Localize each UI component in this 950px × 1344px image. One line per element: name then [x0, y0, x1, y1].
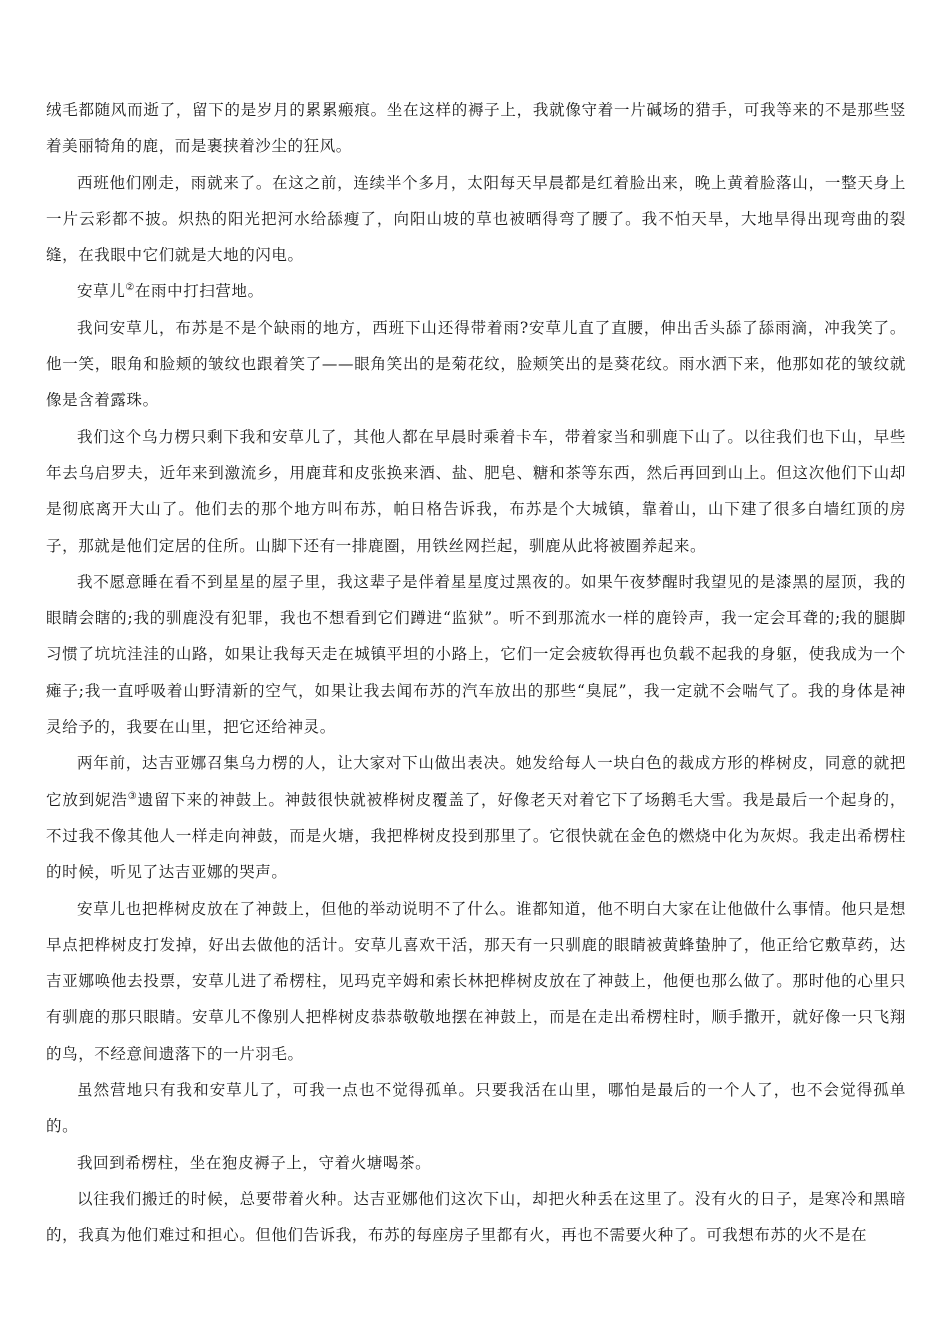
paragraph-2: 西班他们刚走，雨就来了。在这之前，连续半个多月，太阳每天早晨都是红着脸出来，晚上黄着脸落山，一整天身上一片云彩都不披。炽热的阳光把河水给舔瘦了，向阳山坡的草也被晒得弯了腰了。我不怕天旱，大地旱得出现弯曲的裂缝，在我眼中它们就是大地的闪电。: [46, 173, 906, 265]
paragraph-5: 我们这个乌力楞只剩下我和安草儿了，其他人都在早晨时乘着卡车，带着家当和驯鹿下山了。以往我们也下山，早些年去乌启罗夫，近年来到激流乡，用鹿茸和皮张换来酒、盐、肥皂、糖和茶等东西，然后再回到山上。但这次他们下山却是彻底离开大山了。他们去的那个地方叫布苏，帕日格告诉我，布苏是个大城镇，靠着山，山下建了很多白墙红顶的房子，那就是他们定居的住所。山脚下还有一排鹿圈，用铁丝网拦起，驯鹿从此将被圈养起来。: [46, 427, 906, 555]
paragraph-7-text-a: 两年前，达吉亚娜召集乌力楞的人，让大家对下山做出表决。她发给每人一块白色的裁成方形的桦树皮，同意的就把它放到妮浩: [46, 754, 906, 809]
paragraph-7-text-b: 遗留下来的神鼓上。神鼓很快就被桦树皮覆盖了，好像老天对着它下了场鹅毛大雪。我是最后一个起身的，不过我不像其他人一样走向神鼓，而是火塘，我把桦树皮投到那里了。它很快就在金色的燃烧中化为灰烬。我走出希楞柱的时候，听见了达吉亚娜的哭声。: [46, 790, 906, 882]
paragraph-6: 我不愿意睡在看不到星星的屋子里，我这辈子是伴着星星度过黑夜的。如果午夜梦醒时我望见的是漆黑的屋顶，我的眼睛会瞎的;我的驯鹿没有犯罪，我也不想看到它们蹲进“监狱”。听不到那流水一样的鹿铃声，我一定会耳聋的;我的腿脚习惯了坑坑洼洼的山路，如果让我每天走在城镇平坦的小路上，它们一定会疲软得再也负载不起我的身躯，使我成为一个瘫子;我一直呼吸着山野清新的空气，如果让我去闻布苏的汽车放出的那些“臭屁”，我一定就不会喘气了。我的身体是神灵给予的，我要在山里，把它还给神灵。: [46, 572, 906, 737]
paragraph-4: 我问安草儿，布苏是不是个缺雨的地方，西班下山还得带着雨?安草儿直了直腰，伸出舌头舔了舔雨滴，冲我笑了。他一笑，眼角和脸颊的皱纹也跟着笑了——眼角笑出的是菊花纹，脸颊笑出的是葵花纹。雨水洒下来，他那如花的皱纹就像是含着露珠。: [46, 318, 906, 410]
paragraph-7: [46, 745, 906, 890]
paragraph-3: [46, 273, 906, 309]
footnote-mark-3: ③: [127, 790, 138, 802]
paragraph-9: 虽然营地只有我和安草儿了，可我一点也不觉得孤单。只要我活在山里，哪怕是最后的一个人了，也不会觉得孤单的。: [46, 1081, 906, 1136]
document-page: [46, 92, 906, 1254]
paragraph-11: 以往我们搬迁的时候，总要带着火种。达吉亚娜他们这次下山，却把火种丢在这里了。没有火的日子，是寒冷和黑暗的，我真为他们难过和担心。但他们告诉我，布苏的每座房子里都有火，再也不需要火种了。可我想布苏的火不是在: [46, 1189, 906, 1245]
paragraph-3-text-b: 在雨中打扫营地。: [134, 282, 264, 301]
paragraph-8: 安草儿也把桦树皮放在了神鼓上，但他的举动说明不了什么。谁都知道，他不明白大家在让他做什么事情。他只是想早点把桦树皮打发掉，好出去做他的活计。安草儿喜欢干活，那天有一只驯鹿的眼睛被黄蜂蛰肿了，他正给它敷草药，达吉亚娜唤他去投票，安草儿进了希楞柱，见玛克辛姆和索长林把桦树皮放在了神鼓上，他便也那么做了。那时他的心里只有驯鹿的那只眼睛。安草儿不像别人把桦树皮恭恭敬敬地摆在神鼓上，而是在走出希楞柱时，顺手撒开，就好像一只飞翔的鸟，不经意间遗落下的一片羽毛。: [46, 899, 906, 1063]
paragraph-1: 绒毛都随风而逝了，留下的是岁月的累累瘢痕。坐在这样的褥子上，我就像守着一片碱场的猎手，可我等来的不是那些竖着美丽犄角的鹿，而是裹挟着沙尘的狂风。: [46, 101, 906, 156]
footnote-mark-2: ②: [125, 282, 135, 294]
paragraph-10: 我回到希楞柱，坐在狍皮褥子上，守着火塘喝茶。: [77, 1153, 432, 1172]
paragraph-3-text-a: 安草儿: [77, 282, 126, 301]
